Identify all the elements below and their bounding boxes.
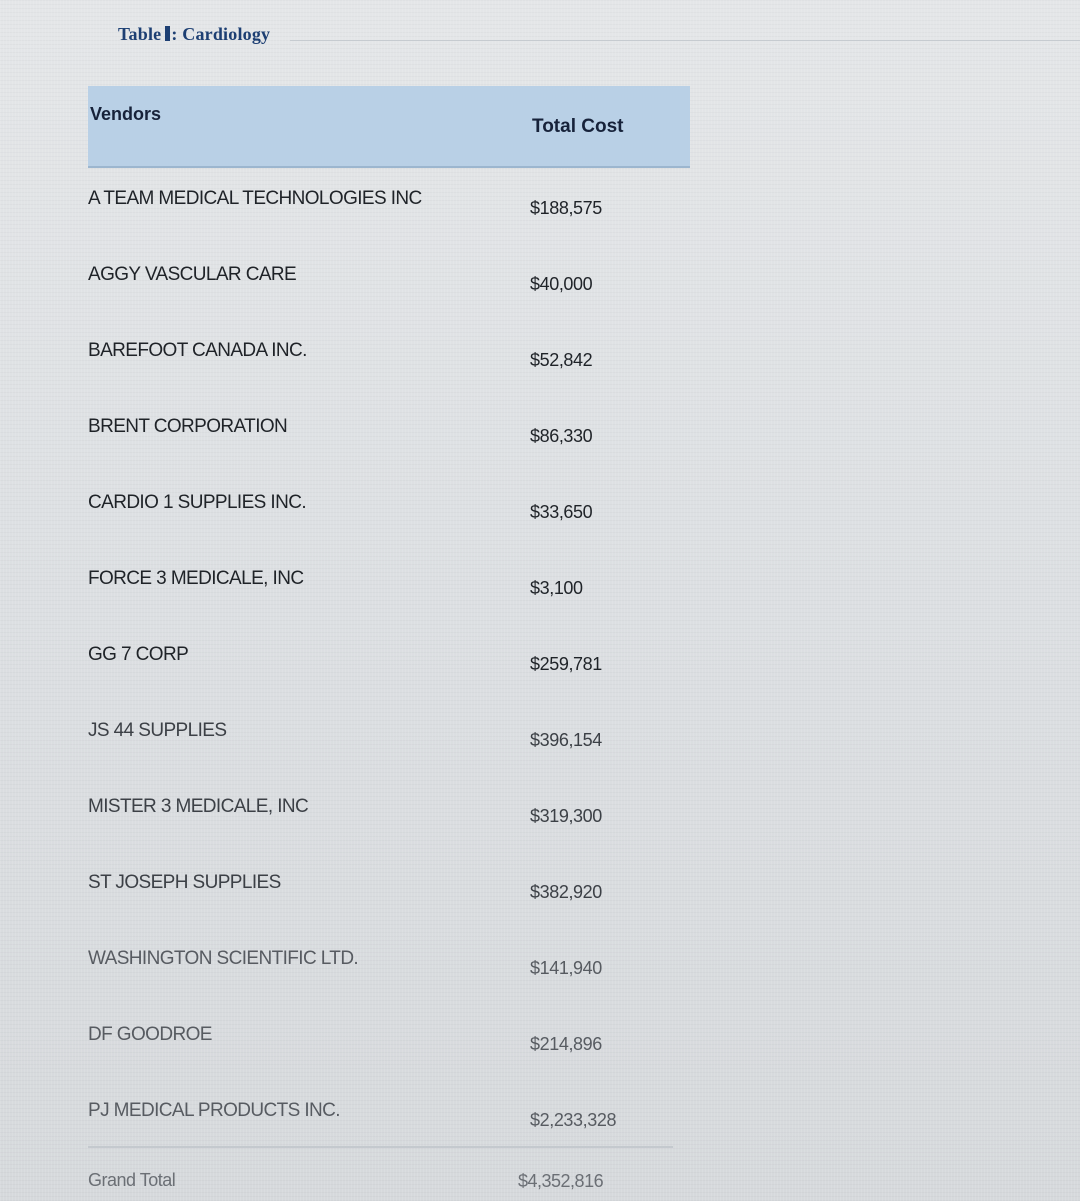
grand-total-label: Grand Total bbox=[88, 1170, 176, 1190]
vendor-cell: FORCE 3 MEDICALE, INC bbox=[88, 568, 304, 589]
vendor-cell: JS 44 SUPPLIES bbox=[88, 720, 227, 741]
vendor-cell: DF GOODROE bbox=[88, 1024, 212, 1045]
table-row bbox=[88, 168, 690, 244]
table-row bbox=[88, 472, 690, 548]
table-row bbox=[88, 1080, 690, 1156]
table-row bbox=[88, 1004, 690, 1080]
cost-cell: $396,154 bbox=[530, 730, 602, 750]
caption-number-mark bbox=[165, 26, 170, 41]
vendor-cell: A TEAM MEDICAL TECHNOLOGIES INC bbox=[88, 188, 422, 209]
vendor-cost-table bbox=[88, 86, 690, 1156]
table-row bbox=[88, 700, 690, 776]
grand-total-row bbox=[88, 1170, 690, 1201]
table-caption bbox=[118, 24, 270, 45]
vendor-cell: BRENT CORPORATION bbox=[88, 416, 288, 437]
table-row bbox=[88, 852, 690, 928]
vendor-cell: PJ MEDICAL PRODUCTS INC. bbox=[88, 1100, 340, 1121]
caption-prefix: Table bbox=[118, 24, 162, 44]
table-row bbox=[88, 396, 690, 472]
cost-cell: $319,300 bbox=[530, 806, 602, 826]
top-divider bbox=[290, 40, 1080, 41]
table-row bbox=[88, 548, 690, 624]
vendor-cell: GG 7 CORP bbox=[88, 644, 189, 665]
cost-cell: $2,233,328 bbox=[530, 1110, 617, 1130]
grand-total-divider bbox=[88, 1146, 673, 1148]
table-row bbox=[88, 776, 690, 852]
caption-title: : Cardiology bbox=[171, 24, 271, 44]
vendor-cell: CARDIO 1 SUPPLIES INC. bbox=[88, 492, 307, 513]
cost-cell: $52,842 bbox=[530, 350, 593, 370]
header-total-cost: Total Cost bbox=[532, 116, 624, 137]
table-header bbox=[88, 86, 690, 168]
cost-cell: $141,940 bbox=[530, 958, 602, 978]
cost-cell: $382,920 bbox=[530, 882, 602, 902]
cost-cell: $3,100 bbox=[530, 578, 583, 598]
vendor-cell: ST JOSEPH SUPPLIES bbox=[88, 872, 281, 893]
cost-cell: $188,575 bbox=[530, 198, 602, 218]
header-vendors: Vendors bbox=[90, 104, 162, 124]
cost-cell: $40,000 bbox=[530, 274, 593, 294]
vendor-cell: BAREFOOT CANADA INC. bbox=[88, 340, 307, 361]
table-row bbox=[88, 928, 690, 1004]
cost-cell: $33,650 bbox=[530, 502, 593, 522]
cost-cell: $86,330 bbox=[530, 426, 593, 446]
vendor-cell: MISTER 3 MEDICALE, INC bbox=[88, 796, 309, 817]
cost-cell: $259,781 bbox=[530, 654, 602, 674]
vendor-cell: WASHINGTON SCIENTIFIC LTD. bbox=[88, 948, 359, 969]
grand-total-value: $4,352,816 bbox=[518, 1171, 604, 1191]
table-row bbox=[88, 624, 690, 700]
cost-cell: $214,896 bbox=[530, 1034, 602, 1054]
table-row bbox=[88, 320, 690, 396]
vendor-cell: AGGY VASCULAR CARE bbox=[88, 264, 297, 285]
table-row bbox=[88, 244, 690, 320]
